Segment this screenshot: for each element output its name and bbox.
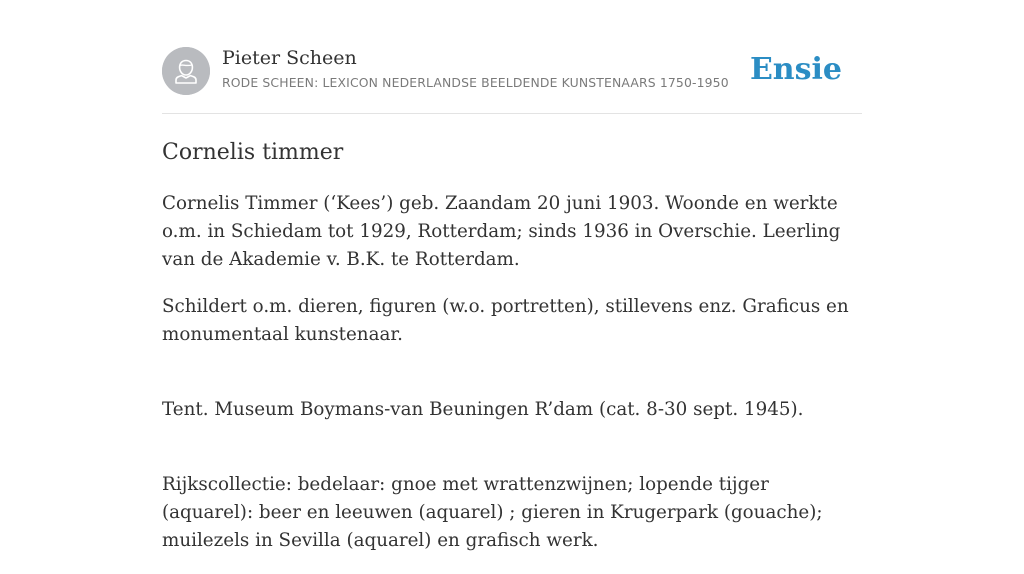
- paragraph-spacer: [162, 368, 862, 396]
- ensie-logo[interactable]: Ensie: [749, 52, 842, 87]
- article-body: [162, 190, 862, 574]
- article-title: Cornelis timmer: [162, 140, 344, 165]
- user-avatar-icon[interactable]: [162, 47, 210, 95]
- article-paragraph: Tent. Museum Boymans-van Beuningen R’dam (cat. 8-30 sept. 1945).: [162, 399, 804, 420]
- article-paragraph: Rijkscollectie: bedelaar: gnoe met wrattenzwijnen; lopende tijger (aquarel): beer en leeuwen (aquarel) ; gieren in Krugerpark (gouache); muilezels in Sevilla (aquarel) en grafisch werk.: [162, 474, 823, 551]
- source-title[interactable]: RODE SCHEEN: LEXICON NEDERLANDSE BEELDENDE KUNSTENAARS 1750-1950: [222, 75, 729, 90]
- article-paragraph: Schildert o.m. dieren, figuren (w.o. portretten), stillevens enz. Graficus en monumentaal kunstenaar.: [162, 296, 849, 345]
- article-paragraph: Cornelis Timmer (‘Kees’) geb. Zaandam 20 juni 1903. Woonde en werkte o.m. in Schiedam tot 1929, Rotterdam; sinds 1936 in Overschie. Leerling van de Akademie v. B.K. te Rotterdam.: [162, 193, 841, 270]
- author-name[interactable]: Pieter Scheen: [222, 47, 357, 69]
- header-divider: [162, 113, 862, 114]
- paragraph-spacer: [162, 443, 862, 471]
- article-header: [162, 46, 862, 96]
